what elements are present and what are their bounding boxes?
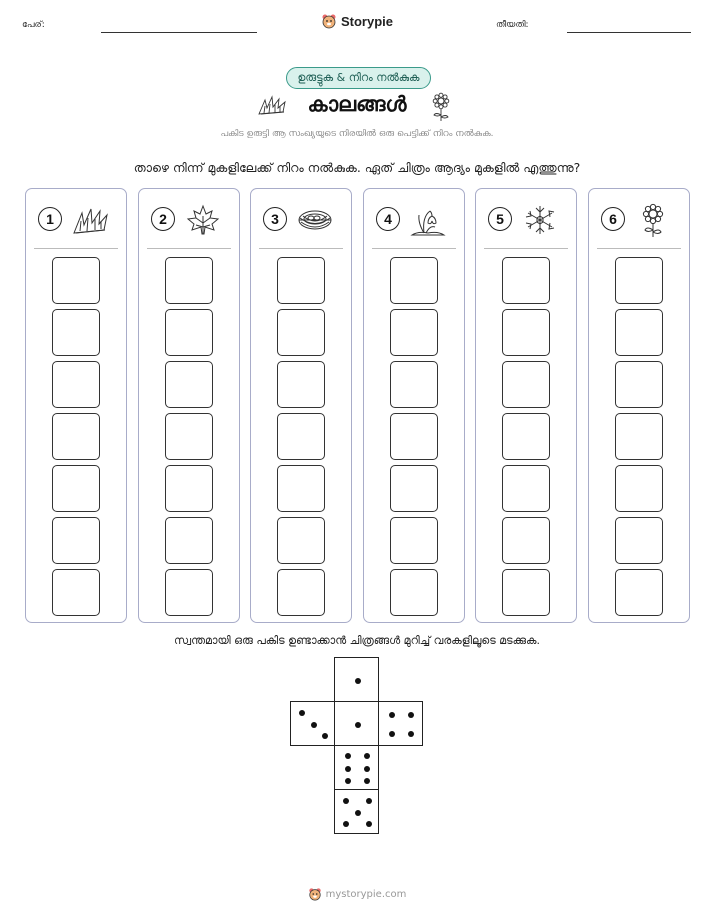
color-box[interactable]	[390, 413, 438, 460]
die-pip	[364, 778, 370, 784]
page-title: കാലങ്ങൾ	[307, 92, 407, 116]
color-box[interactable]	[502, 413, 550, 460]
color-box[interactable]	[165, 309, 213, 356]
color-box[interactable]	[390, 309, 438, 356]
column-number: 6	[601, 207, 625, 231]
column-header	[484, 203, 568, 235]
color-box[interactable]	[52, 413, 100, 460]
column-number: 4	[376, 207, 400, 231]
column-divider	[34, 248, 118, 249]
grass-icon	[70, 203, 110, 237]
die-pip	[345, 778, 351, 784]
date-line	[567, 32, 691, 33]
color-box[interactable]	[615, 569, 663, 616]
die-pip	[389, 712, 395, 718]
brand-name: Storypie	[340, 13, 393, 29]
color-box[interactable]	[165, 465, 213, 512]
color-box[interactable]	[390, 569, 438, 616]
color-box[interactable]	[502, 309, 550, 356]
die-pip	[343, 798, 349, 804]
color-box[interactable]	[52, 465, 100, 512]
column-number: 3	[263, 207, 287, 231]
activity-badge: ഉരുട്ടുക & നിറം നൽകുക	[286, 67, 431, 89]
die-pip	[366, 821, 372, 827]
color-box[interactable]	[52, 257, 100, 304]
die-face	[290, 701, 335, 746]
die-pip	[345, 753, 351, 759]
color-box[interactable]	[502, 257, 550, 304]
nest-icon	[295, 203, 335, 237]
die-pip	[366, 798, 372, 804]
color-box[interactable]	[615, 517, 663, 564]
column-number: 2	[151, 207, 175, 231]
color-box[interactable]	[277, 361, 325, 408]
color-box[interactable]	[277, 465, 325, 512]
color-box[interactable]	[52, 309, 100, 356]
column-header	[34, 203, 118, 235]
die-pip	[311, 722, 317, 728]
brand-logo	[0, 13, 714, 29]
color-box[interactable]	[277, 569, 325, 616]
sunflower-icon	[633, 203, 673, 237]
die-pip	[343, 821, 349, 827]
column-4	[363, 188, 465, 623]
color-box[interactable]	[52, 361, 100, 408]
bear-logo-icon	[308, 887, 322, 901]
fold-instruction: സ്വന്തമായി ഒരു പകിട ഉണ്ടാക്കാൻ ചിത്രങ്ങൾ മുറിച്ച് വരകളിലൂടെ മടക്കുക.	[174, 634, 540, 647]
die-pip	[299, 710, 305, 716]
color-box[interactable]	[277, 309, 325, 356]
color-box[interactable]	[165, 361, 213, 408]
die-pip	[389, 731, 395, 737]
color-box[interactable]	[502, 361, 550, 408]
die-pip	[322, 733, 328, 739]
color-box[interactable]	[390, 257, 438, 304]
die-pip	[408, 712, 414, 718]
color-box[interactable]	[502, 517, 550, 564]
color-box[interactable]	[502, 465, 550, 512]
column-5	[475, 188, 577, 623]
name-label: പേര്:	[22, 20, 45, 30]
die-pip	[345, 766, 351, 772]
die-face	[334, 701, 379, 746]
column-2	[138, 188, 240, 623]
footer	[0, 887, 714, 901]
die-face	[334, 789, 379, 834]
column-header	[147, 203, 231, 235]
color-box[interactable]	[615, 465, 663, 512]
column-divider	[484, 248, 568, 249]
color-box[interactable]	[277, 517, 325, 564]
column-divider	[597, 248, 681, 249]
name-line	[101, 32, 257, 33]
die-pip	[364, 753, 370, 759]
die-pip	[355, 722, 361, 728]
color-box[interactable]	[52, 517, 100, 564]
color-box[interactable]	[615, 257, 663, 304]
die-pip	[408, 731, 414, 737]
color-box[interactable]	[165, 413, 213, 460]
color-box[interactable]	[165, 517, 213, 564]
color-box[interactable]	[615, 413, 663, 460]
color-box[interactable]	[165, 569, 213, 616]
color-box[interactable]	[390, 361, 438, 408]
column-1	[25, 188, 127, 623]
die-face	[334, 657, 379, 702]
die-pip	[355, 810, 361, 816]
snowflake-icon	[520, 203, 560, 237]
column-divider	[147, 248, 231, 249]
color-box[interactable]	[52, 569, 100, 616]
date-label: തീയതി:	[496, 20, 529, 30]
column-header	[597, 203, 681, 235]
die-pip	[355, 678, 361, 684]
instruction: താഴെ നിന്ന് മുകളിലേക്ക് നിറം നൽകുക. ഏത് ചിത്രം ആദ്യം മുകളിൽ എത്തുന്നു?	[133, 160, 581, 175]
column-divider	[259, 248, 343, 249]
column-header	[259, 203, 343, 235]
sunflower-icon	[429, 92, 453, 122]
color-box[interactable]	[502, 569, 550, 616]
color-box[interactable]	[615, 309, 663, 356]
footer-url: mystorypie.com	[325, 888, 407, 900]
color-box[interactable]	[390, 465, 438, 512]
column-header	[372, 203, 456, 235]
column-number: 5	[488, 207, 512, 231]
snowdrop-icon	[408, 203, 448, 237]
maple-leaf-icon	[183, 203, 223, 237]
column-number: 1	[38, 207, 62, 231]
color-box[interactable]	[165, 257, 213, 304]
subtitle: പകിട ഉരുട്ടി ആ സംഖ്യയുടെ നിരയിൽ ഒരു പെട്ടിക്ക് നിറം നൽകുക.	[220, 129, 494, 139]
column-6	[588, 188, 690, 623]
bear-logo-icon	[321, 13, 337, 29]
column-3	[250, 188, 352, 623]
color-box[interactable]	[277, 413, 325, 460]
color-box[interactable]	[390, 517, 438, 564]
die-face	[334, 745, 379, 790]
die-face	[378, 701, 423, 746]
color-box[interactable]	[615, 361, 663, 408]
die-pip	[364, 766, 370, 772]
color-box[interactable]	[277, 257, 325, 304]
column-divider	[372, 248, 456, 249]
